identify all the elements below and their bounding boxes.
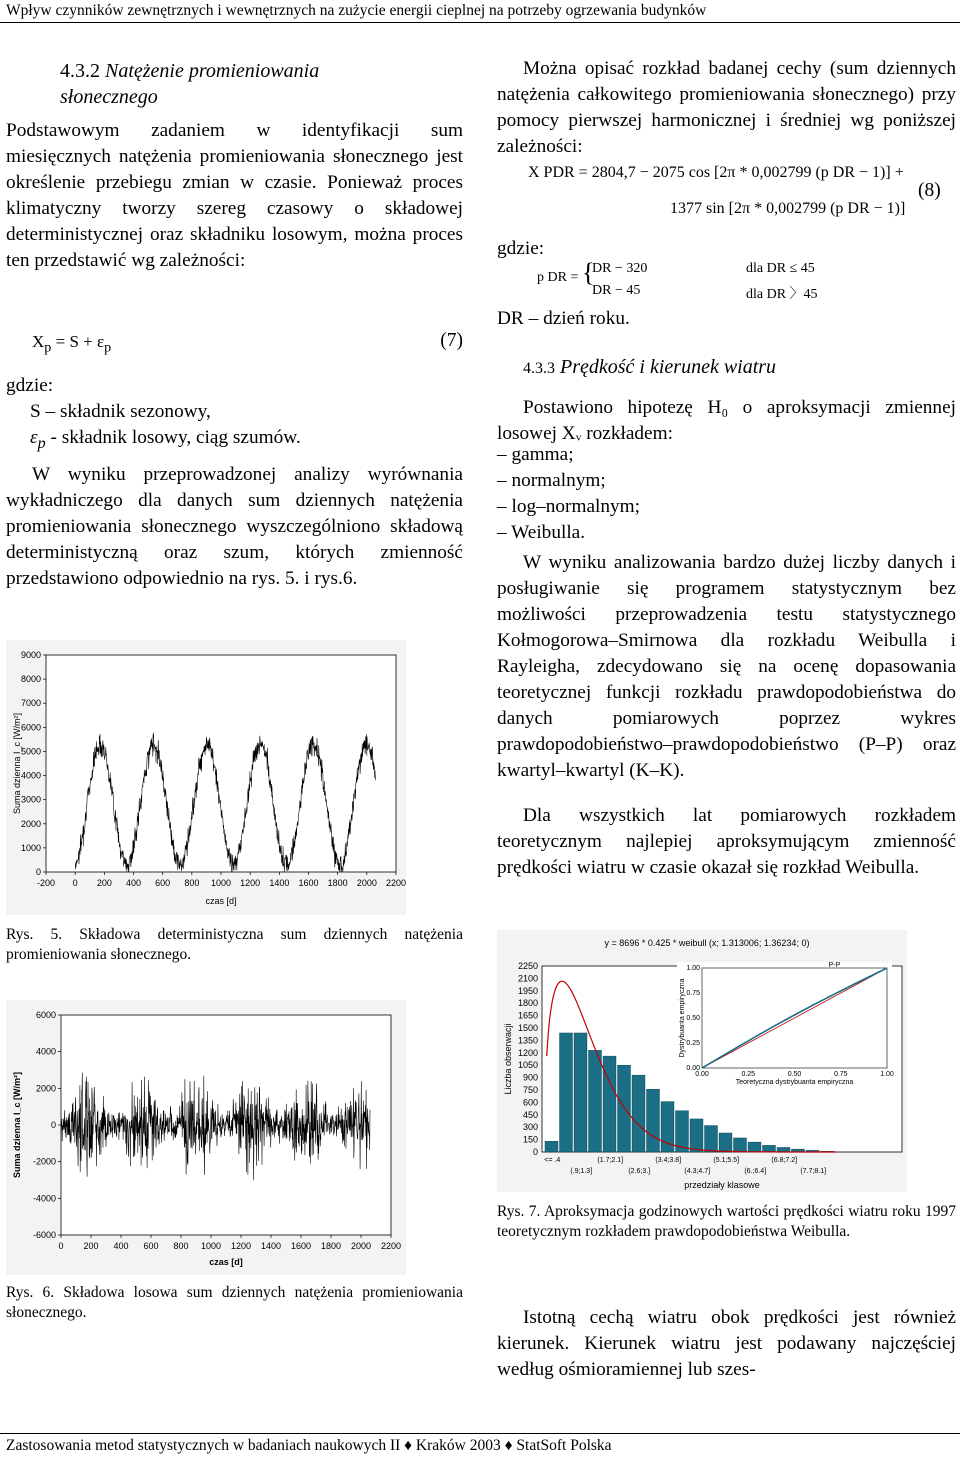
section-title: Prędkość i kierunek wiatru bbox=[560, 356, 777, 378]
x-tick-label: 800 bbox=[173, 1241, 189, 1251]
equation-8-number: (8) bbox=[918, 180, 941, 201]
x-tick-label: 0 bbox=[72, 878, 78, 888]
section-title-line1: Natężenie promieniowania bbox=[105, 60, 320, 82]
x-tick-label: 400 bbox=[125, 878, 142, 888]
x-tick-label: 0 bbox=[58, 1241, 64, 1251]
y-tick-label: 1000 bbox=[20, 842, 41, 853]
plot-area bbox=[46, 655, 396, 872]
y-tick-label: 300 bbox=[522, 1122, 538, 1133]
pdr-cond-1: dla DR ≤ 45 bbox=[746, 261, 815, 276]
histogram-bar bbox=[574, 1033, 587, 1152]
y-tick-label: 1500 bbox=[517, 1023, 538, 1033]
x-axis-label: przedziały klasowe bbox=[684, 1180, 760, 1190]
right-para-2 bbox=[497, 395, 956, 447]
y-tick-label: 0 bbox=[35, 867, 41, 877]
y-tick-label: 1950 bbox=[517, 985, 538, 996]
list-item: – gamma; bbox=[497, 444, 574, 465]
left-para-1 bbox=[6, 118, 463, 274]
paragraph: Istotną cechą wiatru obok prędkości jest również kierunek. Kierunek wiatru jest podawany najczęściej według ośmioramiennej lub szes- bbox=[497, 1307, 956, 1380]
paragraph: W wyniku analizowania bardzo dużej liczby danych i posługiwanie się programem statystycznym bez możliwości przeprowadzenia testu statystycznego Kołmogorowa–Smirnowa dla rozkładu Weibulla i Rayleigha, zdecydowano się na ocenę dopasowania teoretycznej funkcji rozkładu prawdopodobieństwa do danych pomiarowych poprzez wykres prawdopodobieństwo–prawdopodobieństwo (P–P) oraz kwartyl–kwartyl (K–K). bbox=[497, 552, 956, 781]
pdr-brace: { bbox=[582, 258, 595, 287]
x-tick-label: 200 bbox=[96, 878, 112, 888]
footer-rule bbox=[0, 1433, 960, 1434]
inset-x-tick: 0.75 bbox=[833, 1071, 848, 1078]
y-tick-label: 8000 bbox=[20, 674, 41, 685]
y-tick-label: 6000 bbox=[35, 1010, 56, 1020]
histogram-bar bbox=[560, 1033, 573, 1152]
x-axis-label: czas [d] bbox=[209, 1257, 243, 1267]
pdr-cond-2: dla DR 〉45 bbox=[746, 287, 818, 302]
x-tick-label: (2.6;3.] bbox=[628, 1168, 651, 1175]
y-axis-label: Liczba obserwacji bbox=[503, 1023, 513, 1095]
x-tick-label: 1600 bbox=[290, 1241, 312, 1251]
inset-y-tick: 0.25 bbox=[686, 1040, 700, 1047]
def-eps bbox=[6, 425, 463, 457]
inset-y-tick: 0.75 bbox=[686, 990, 700, 997]
histogram-bar bbox=[705, 1126, 718, 1152]
x-tick-label: (7.7;8.1] bbox=[800, 1168, 827, 1175]
y-tick-label: 750 bbox=[522, 1085, 538, 1095]
inset-y-tick: 1.00 bbox=[686, 965, 700, 972]
pdr-case-2: DR − 45 bbox=[592, 283, 641, 298]
y-tick-label: 900 bbox=[522, 1072, 538, 1083]
y-tick-label: 0 bbox=[532, 1147, 538, 1157]
figure-6-chart bbox=[6, 1000, 406, 1275]
eq-rhs: = S + ε bbox=[55, 332, 105, 351]
def-eps-text: - składnik losowy, ciąg szumów. bbox=[45, 427, 301, 448]
x-tick-label: -200 bbox=[36, 878, 56, 888]
y-tick-label: 1650 bbox=[517, 1010, 538, 1021]
x-tick-label: (.9;1.3] bbox=[570, 1168, 593, 1175]
pdr-case-1: DR − 320 bbox=[592, 261, 648, 276]
header-rule bbox=[0, 22, 960, 23]
histogram-bar bbox=[719, 1133, 732, 1152]
pdr-lhs: p DR = bbox=[537, 270, 579, 285]
x-axis-label: czas [d] bbox=[205, 896, 237, 906]
histogram-bar bbox=[690, 1119, 703, 1152]
right-para-4 bbox=[497, 803, 956, 881]
y-tick-label: 1200 bbox=[517, 1047, 538, 1058]
histogram-bar bbox=[734, 1138, 747, 1152]
gdzie-label: gdzie: bbox=[6, 375, 54, 396]
list-item: – normalnym; bbox=[497, 470, 606, 491]
y-tick-label: 2000 bbox=[20, 818, 41, 829]
x-tick-label: 600 bbox=[143, 1241, 159, 1251]
y-tick-label: 2000 bbox=[35, 1083, 56, 1094]
caption-fig-6: Rys. 6. Składowa losowa sum dziennych natężenia promieniowania słonecznego. bbox=[6, 1284, 463, 1321]
list-item: – Weibulla. bbox=[497, 522, 586, 543]
y-tick-label: 4000 bbox=[20, 770, 41, 781]
x-tick-label: <= .4 bbox=[544, 1157, 561, 1164]
inset-x-label: Teoretyczna dystrybuanta empiryczna bbox=[735, 1079, 854, 1086]
y-axis-label: Suma dzienna I_c [W/m²] bbox=[12, 1071, 22, 1179]
paragraph: Można opisać rozkład badanej cechy (sum dziennych natężenia całkowitego promieniowania słonecznego) przy pomocy pierwszej harmonicznej i średniej wg poniższej zależności: bbox=[497, 58, 956, 157]
x-tick-label: 200 bbox=[83, 1241, 99, 1251]
histogram-bar bbox=[777, 1147, 790, 1152]
section-4-3-3-heading bbox=[523, 354, 776, 382]
paragraph: Podstawowym zadaniem w identyfikacji sum miesięcznych natężenia promieniowania słonecznego jest określenie przebiegu zmian w czasie. Ponieważ proces klimatyczny tworzy szereg czasowy o składowej deterministycznej oraz składniku losowym, można proces ten przedstawić wg zależności: bbox=[6, 120, 463, 271]
left-definitions bbox=[6, 373, 463, 457]
x-tick-label: 600 bbox=[155, 878, 171, 888]
distribution-list bbox=[497, 442, 956, 546]
histogram-bar bbox=[748, 1142, 761, 1152]
histogram-bar bbox=[589, 1050, 602, 1152]
x-tick-label: 2200 bbox=[380, 1241, 402, 1251]
eq-lhs: X bbox=[32, 332, 45, 351]
equation-8-line1: X PDR = 2804,7 − 2075 cos [2π * 0,002799 (p DR − 1)] + bbox=[528, 164, 904, 181]
inset-title: P-P bbox=[828, 962, 841, 969]
eq-rhs-sub: p bbox=[104, 339, 112, 356]
paragraph: W wyniku przeprowadzonej analizy wyrównania wykładniczego dla danych sum dziennych natężenia promieniowania słonecznego wyszczególniono składową deterministyczną oraz szum, których zmienność przedstawiono odpowiednio na rys. 5. i rys.6. bbox=[6, 464, 463, 589]
paragraph: Dla wszystkich lat pomiarowych rozkładem teoretycznym najlepiej aproksymującym zmienność prędkości wiatru w czasie okazał się rozkład Weibulla. bbox=[497, 805, 956, 878]
inset-x-tick: 1.00 bbox=[880, 1071, 894, 1078]
y-tick-label: -4000 bbox=[32, 1193, 56, 1204]
y-tick-label: 600 bbox=[522, 1097, 538, 1108]
y-tick-label: 4000 bbox=[35, 1046, 56, 1057]
right-para-5 bbox=[497, 1305, 956, 1383]
equation-8-line2: 1377 sin [2π * 0,002799 (p DR − 1)] bbox=[670, 200, 906, 217]
y-tick-label: 9000 bbox=[20, 650, 41, 660]
dr-definition: DR – dzień roku. bbox=[497, 308, 630, 329]
y-tick-label: 3000 bbox=[20, 794, 41, 805]
x-tick-label: 1000 bbox=[200, 1241, 222, 1251]
y-tick-label: -6000 bbox=[32, 1230, 56, 1240]
inset-x-tick: 0.50 bbox=[787, 1071, 802, 1078]
y-tick-label: 5000 bbox=[20, 746, 41, 757]
x-tick-label: 2200 bbox=[385, 878, 406, 888]
right-para-1 bbox=[497, 56, 956, 160]
section-title-line2: słonecznego bbox=[60, 86, 158, 108]
x-tick-label: 1600 bbox=[298, 878, 319, 888]
figure-7-chart bbox=[497, 930, 907, 1192]
eps-sub: p bbox=[37, 434, 46, 452]
x-tick-label: (6.8;7.2] bbox=[771, 1157, 798, 1164]
list-item: – log–normalnym; bbox=[497, 496, 640, 517]
histogram-bar bbox=[603, 1056, 616, 1152]
inset-x-tick: 0.25 bbox=[741, 1071, 756, 1078]
x-tick-label: 400 bbox=[113, 1241, 129, 1251]
x-tick-label: 800 bbox=[184, 878, 200, 888]
equation-7 bbox=[32, 332, 463, 356]
histogram-bar bbox=[763, 1145, 776, 1152]
figure-5-chart bbox=[6, 640, 406, 915]
inset-x-tick: 0.00 bbox=[695, 1071, 709, 1078]
histogram-bar bbox=[545, 1141, 558, 1152]
gdzie-label-right: gdzie: bbox=[497, 238, 545, 259]
inset-y-tick: 0.50 bbox=[686, 1015, 700, 1022]
histogram-bar bbox=[647, 1089, 660, 1152]
eps-symbol: ε bbox=[30, 427, 38, 448]
x-tick-label: 1800 bbox=[320, 1241, 342, 1251]
y-axis-label: Suma dzienna I_c [W/m²] bbox=[12, 712, 22, 815]
y-tick-label: 6000 bbox=[20, 722, 41, 733]
x-tick-label: (4.3;4.7] bbox=[684, 1168, 711, 1175]
histogram-bar bbox=[618, 1065, 631, 1152]
running-header: Wpływ czynników zewnętrznych i wewnętrznych na zużycie energii cieplnej na potrzeby ogrzewania budynków bbox=[6, 2, 707, 19]
y-tick-label: 2250 bbox=[517, 961, 538, 971]
caption-fig-5: Rys. 5. Składowa deterministyczna sum dziennych natężenia promieniowania słonecznego. bbox=[6, 926, 463, 963]
def-s: S – składnik sezonowy, bbox=[30, 401, 211, 422]
x-tick-label: 1200 bbox=[230, 1241, 252, 1251]
y-tick-label: 1050 bbox=[517, 1060, 538, 1071]
section-number: 4.3.3 bbox=[523, 360, 555, 377]
inset-y-tick: 0.00 bbox=[686, 1065, 700, 1072]
y-tick-label: 150 bbox=[522, 1134, 538, 1145]
left-para-2 bbox=[6, 462, 463, 592]
y-tick-label: 1800 bbox=[517, 998, 538, 1009]
x-tick-label: (1.7;2.1] bbox=[597, 1157, 624, 1164]
eq-sub: p bbox=[44, 339, 52, 356]
x-tick-label: 1000 bbox=[210, 878, 232, 888]
y-tick-label: 7000 bbox=[20, 698, 41, 709]
y-tick-label: 450 bbox=[522, 1109, 538, 1120]
inset-y-label: Dystrybuanta empiryczna bbox=[679, 978, 686, 1058]
x-tick-label: 1400 bbox=[260, 1241, 282, 1251]
x-tick-label: 2000 bbox=[350, 1241, 372, 1251]
chart-title: y = 8696 * 0.425 * weibull (x; 1.313006; 1.36234; 0) bbox=[604, 938, 810, 948]
caption-fig-7: Rys. 7. Aproksymacja godzinowych wartości prędkości wiatru roku 1997 teoretycznym rozkładem prawdopodobieństwa Weibulla. bbox=[497, 1203, 956, 1240]
x-tick-label: (6.;6.4] bbox=[744, 1168, 767, 1175]
x-tick-label: (5.1;5.5] bbox=[713, 1157, 740, 1164]
right-para-3 bbox=[497, 550, 956, 784]
paragraph: Postawiono hipotezę H₀ o aproksymacji zmiennej losowej Xᵥ rozkładem: bbox=[497, 397, 956, 444]
section-4-3-2-heading bbox=[60, 58, 319, 110]
section-number: 4.3.2 bbox=[60, 60, 100, 82]
x-tick-label: 1200 bbox=[240, 878, 261, 888]
y-tick-label: 1350 bbox=[517, 1035, 538, 1046]
y-tick-label: -2000 bbox=[32, 1156, 56, 1167]
x-tick-label: 1800 bbox=[327, 878, 348, 888]
equation-number: (7) bbox=[440, 330, 463, 351]
histogram-bar bbox=[632, 1075, 645, 1152]
y-tick-label: 2100 bbox=[517, 973, 538, 984]
x-tick-label: (3.4;3.8] bbox=[655, 1157, 682, 1164]
x-tick-label: 2000 bbox=[356, 878, 377, 888]
running-footer: Zastosowania metod statystycznych w badaniach naukowych II ♦ Kraków 2003 ♦ StatSoft Polska bbox=[6, 1437, 612, 1454]
x-tick-label: 1400 bbox=[269, 878, 290, 888]
y-tick-label: 0 bbox=[50, 1120, 56, 1130]
